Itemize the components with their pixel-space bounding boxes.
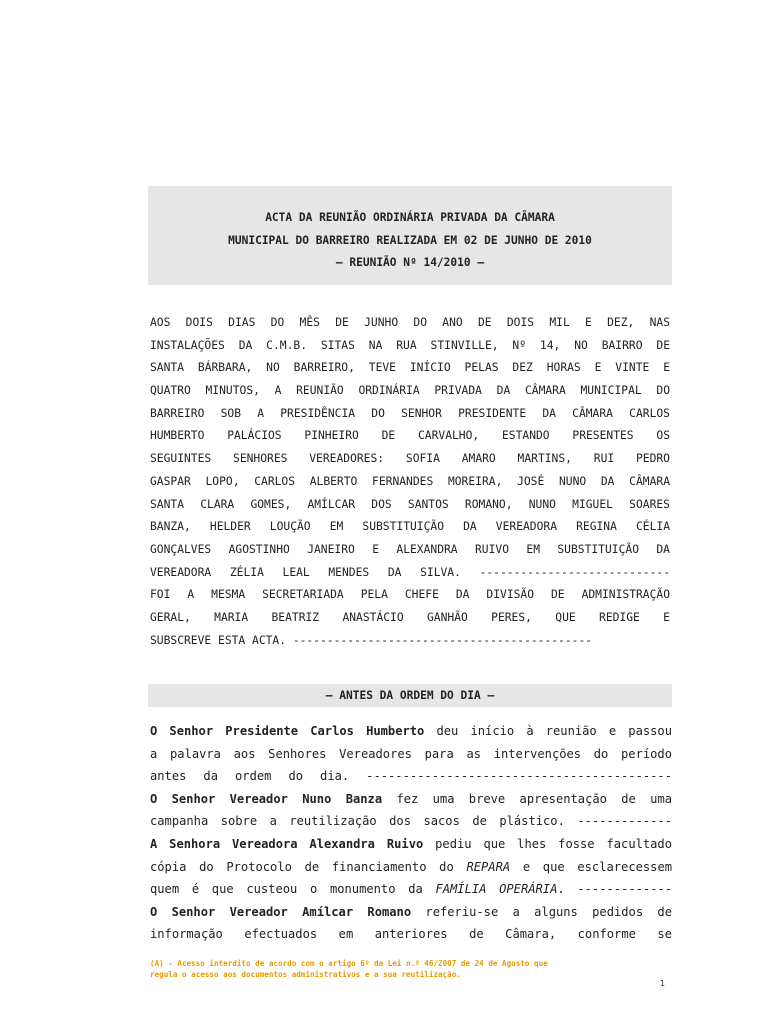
body-text: pediu que lhes fosse facultado bbox=[423, 836, 672, 851]
body-line: a palavra aos Senhores Vereadores para as intervenções do período bbox=[150, 746, 672, 761]
body-line bbox=[150, 901, 672, 924]
speaker-name: A Senhora Vereadora Alexandra Ruivo bbox=[150, 836, 424, 851]
speaker-name: O Senhor Presidente Carlos Humberto bbox=[150, 724, 425, 738]
body-text: quem é que custeou o monumento da bbox=[150, 882, 436, 897]
intro-line: SEGUINTES SENHORES VEREADORES: SOFIA AMARO MARTINS, RUI PEDRO bbox=[150, 452, 670, 466]
body-line bbox=[150, 833, 672, 856]
intro-line: GASPAR LOPO, CARLOS ALBERTO FERNANDES MOREIRA, JOSÉ NUNO DA CÂMARA bbox=[150, 474, 670, 488]
speaker-name: O Senhor Vereador Nuno Banza bbox=[150, 791, 383, 806]
intro-line: FOI A MESMA SECRETARIADA PELA CHEFE DA DIVISÃO DE ADMINISTRAÇÃO bbox=[150, 588, 670, 602]
body-line: antes da ordem do dia. ------------------------------------------ bbox=[150, 769, 672, 784]
body-text: fez uma breve apresentação de uma bbox=[382, 791, 672, 806]
intro-line: BARREIRO SOB A PRESIDÊNCIA DO SENHOR PRESIDENTE DA CÂMARA CARLOS bbox=[150, 406, 670, 420]
intro-line: AOS DOIS DIAS DO MÊS DE JUNHO DO ANO DE DOIS MIL E DEZ, NAS bbox=[150, 316, 670, 329]
page-number: 1 bbox=[660, 979, 666, 988]
body-line bbox=[150, 856, 672, 879]
intro-line: QUATRO MINUTOS, A REUNIÃO ORDINÁRIA PRIVADA DA CÂMARA MUNICIPAL DO bbox=[150, 384, 670, 398]
body-text: cópia do Protocolo de financiamento do bbox=[150, 859, 467, 874]
body-line bbox=[150, 878, 672, 901]
body-line bbox=[150, 788, 672, 811]
intro-line: BANZA, HELDER LOUÇÃO EM SUBSTITUIÇÃO DA VEREADORA REGINA CÉLIA bbox=[150, 520, 670, 534]
speaker-name: O Senhor Vereador Amílcar Romano bbox=[150, 904, 412, 919]
document-title-line: ACTA DA REUNIÃO ORDINÁRIA PRIVADA DA CÂMARA bbox=[265, 211, 555, 224]
intro-paragraph bbox=[150, 312, 670, 652]
intro-line: SUBSCREVE ESTA ACTA. -------------------------------------------- bbox=[150, 633, 593, 647]
body-text: referiu-se a alguns pedidos de bbox=[411, 904, 672, 919]
minutes-body bbox=[150, 720, 672, 946]
access-footnote bbox=[150, 958, 672, 980]
intro-line: SANTA BÁRBARA, NO BARREIRO, TEVE INÍCIO PELAS DEZ HORAS E VINTE E bbox=[150, 361, 670, 375]
intro-line: HUMBERTO PALÁCIOS PINHEIRO DE CARVALHO, ESTANDO PRESENTES OS bbox=[150, 429, 670, 443]
intro-line: GONÇALVES AGOSTINHO JANEIRO E ALEXANDRA RUIVO EM SUBSTITUIÇÃO DA bbox=[150, 542, 670, 556]
footnote-line: regula o acesso aos documentos administrativos e a sua reutilização. bbox=[150, 970, 461, 979]
intro-line: VEREADORA ZÉLIA LEAL MENDES DA SILVA. ---------------------------- bbox=[150, 565, 670, 579]
body-text: e que esclarecessem bbox=[510, 859, 672, 874]
document-title-box bbox=[148, 186, 672, 285]
italic-term: FAMÍLIA OPERÁRIA bbox=[435, 882, 558, 897]
document-title-line: MUNICIPAL DO BARREIRO REALIZADA EM 02 DE JUNHO DE 2010 bbox=[228, 233, 592, 247]
intro-line: INSTALAÇÕES DA C.M.B. SITAS NA RUA STINVILLE, Nº 14, NO BAIRRO DE bbox=[150, 338, 670, 352]
body-text: deu início à reunião e passou bbox=[424, 724, 672, 738]
italic-term: REPARA bbox=[466, 859, 511, 874]
meeting-number: – REUNIÃO Nº 14/2010 – bbox=[335, 256, 485, 269]
body-line: informação efectuados em anteriores de Câmara, conforme se bbox=[150, 927, 672, 942]
body-line bbox=[150, 720, 672, 743]
section-heading: – ANTES DA ORDEM DO DIA – bbox=[148, 684, 672, 707]
intro-line: GERAL, MARIA BEATRIZ ANASTÁCIO GANHÃO PERES, QUE REDIGE E bbox=[150, 610, 670, 624]
body-text: . ------------- bbox=[557, 882, 672, 897]
intro-line: SANTA CLARA GOMES, AMÍLCAR DOS SANTOS ROMANO, NUNO MIGUEL SOARES bbox=[150, 497, 670, 511]
footnote-line: (A) - Acesso interdito de acordo com o artigo 6º da Lei n.º 46/2007 de 24 de Agosto que bbox=[150, 959, 548, 968]
body-line: campanha sobre a reutilização dos sacos de plástico. ------------- bbox=[150, 814, 672, 829]
